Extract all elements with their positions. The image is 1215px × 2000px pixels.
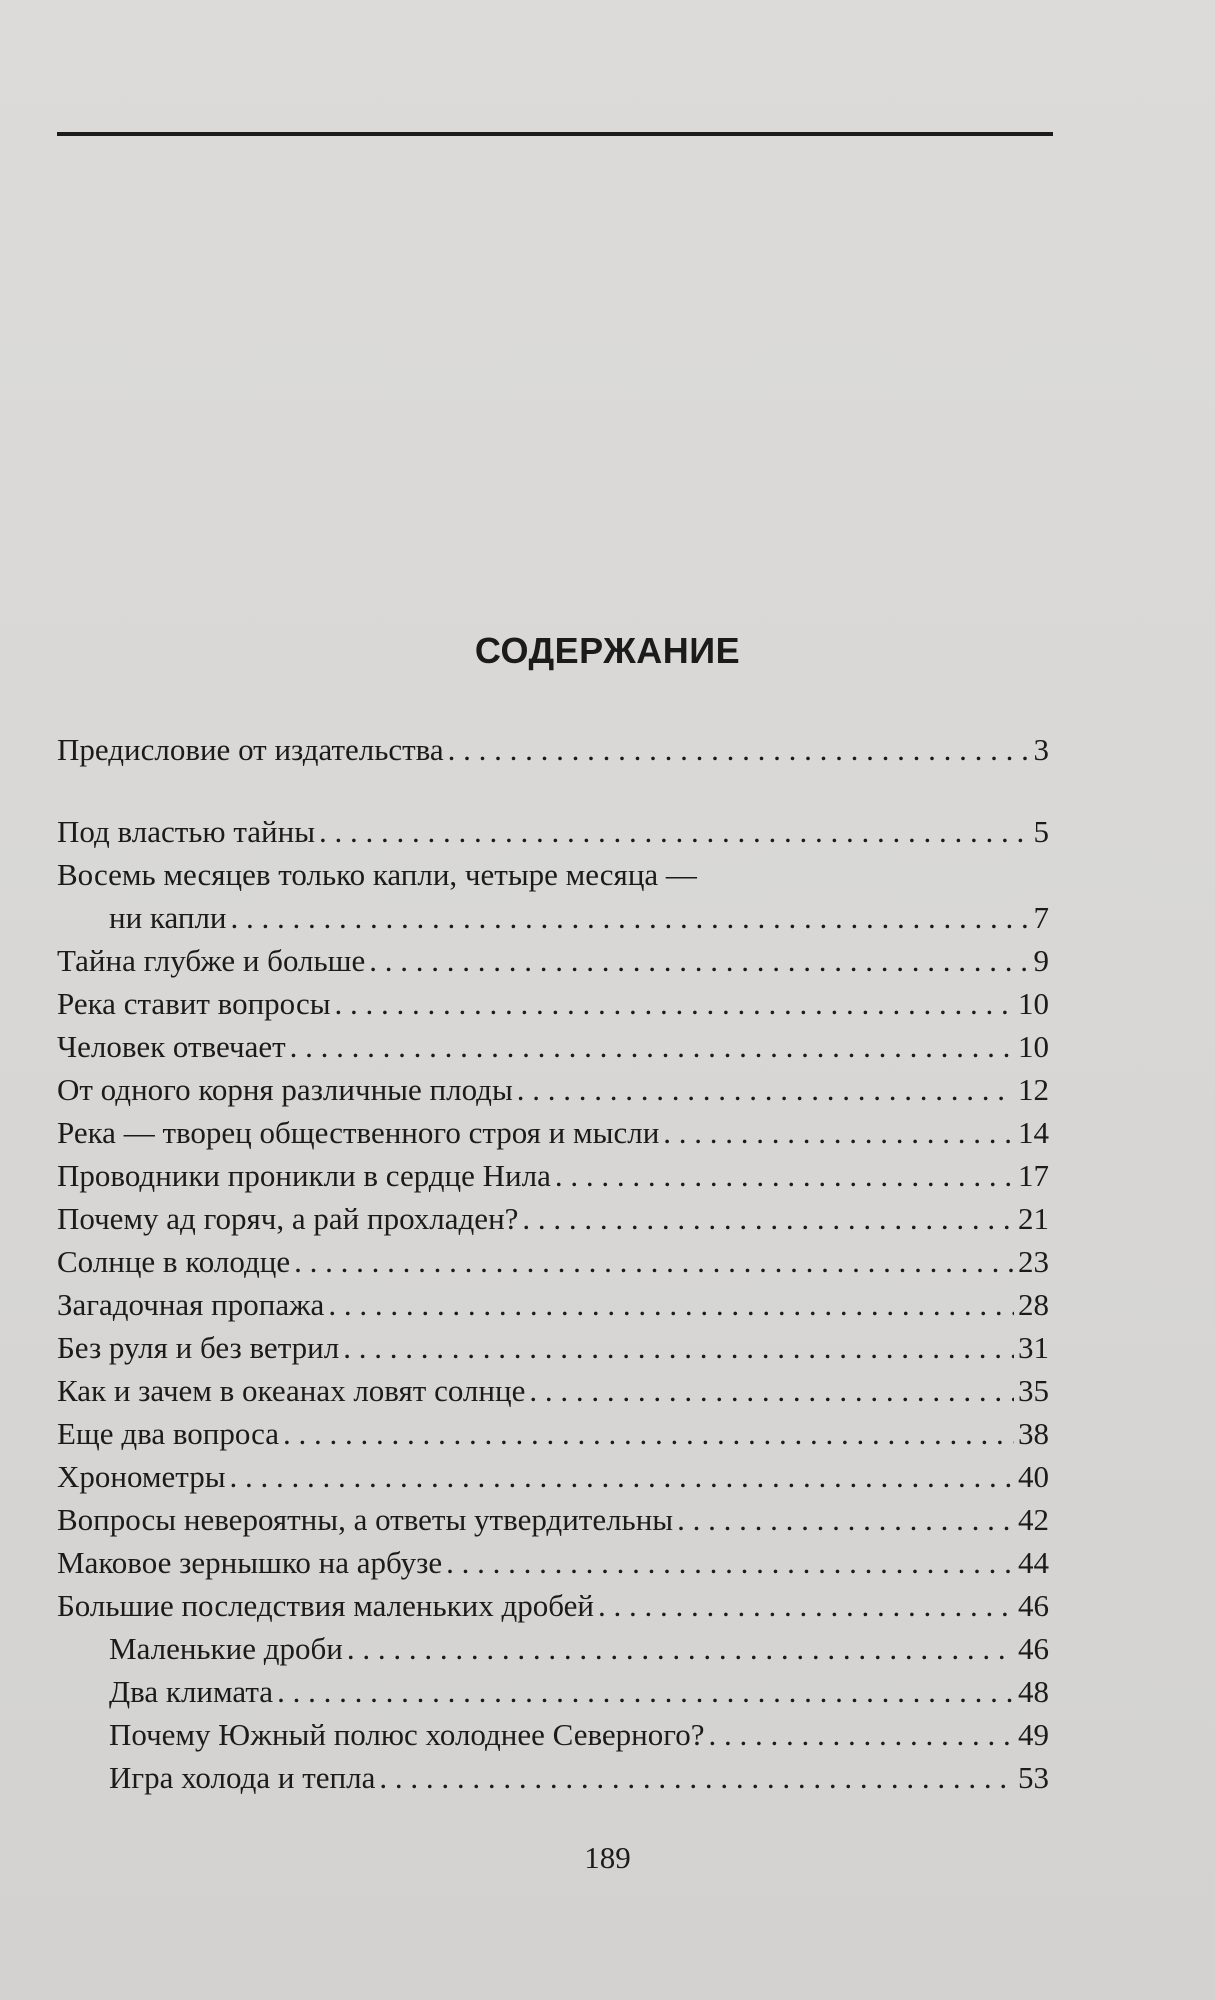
toc-entry[interactable] bbox=[57, 1412, 1049, 1455]
toc-entry-page: 7 bbox=[1033, 900, 1049, 935]
leader-dots bbox=[522, 1197, 1014, 1240]
header-rule bbox=[57, 132, 1053, 136]
toc-entry-title: Маковое зернышко на арбузе bbox=[57, 1545, 443, 1580]
toc-entry-page: 49 bbox=[1018, 1717, 1049, 1752]
leader-dots bbox=[598, 1584, 1014, 1627]
toc-entry-page: 31 bbox=[1018, 1330, 1049, 1365]
leader-dots bbox=[448, 728, 1030, 771]
toc-entry-page: 3 bbox=[1033, 732, 1049, 767]
toc-entry[interactable] bbox=[57, 810, 1049, 853]
toc-entry-title: Проводники проникли в сердце Нила bbox=[57, 1158, 551, 1193]
toc-entry-page: 5 bbox=[1033, 814, 1049, 849]
leader-dots bbox=[347, 1627, 1014, 1670]
toc-entry[interactable] bbox=[57, 1541, 1049, 1584]
toc-subentry[interactable] bbox=[57, 1713, 1049, 1756]
toc-entry-page: 53 bbox=[1018, 1760, 1049, 1795]
toc-entry-page: 10 bbox=[1018, 986, 1049, 1021]
leader-dots bbox=[231, 896, 1030, 939]
toc-entry-title-line2: ни капли bbox=[109, 900, 227, 935]
toc-entry-page: 14 bbox=[1018, 1115, 1049, 1150]
leader-dots bbox=[708, 1713, 1014, 1756]
toc-entry-title: Вопросы невероятны, а ответы утвердительны bbox=[57, 1502, 674, 1537]
toc-entry[interactable] bbox=[57, 1584, 1049, 1627]
leader-dots bbox=[555, 1154, 1014, 1197]
toc-subentry[interactable] bbox=[57, 1670, 1049, 1713]
toc-entry-title: Река — творец общественного строя и мысли bbox=[57, 1115, 660, 1150]
leader-dots bbox=[319, 810, 1029, 853]
toc-entry-title: Хронометры bbox=[57, 1459, 226, 1494]
toc-entry[interactable] bbox=[57, 1498, 1049, 1541]
toc-entry[interactable] bbox=[57, 1283, 1049, 1326]
toc-entry-page: 23 bbox=[1018, 1244, 1049, 1279]
toc-entry[interactable] bbox=[57, 1455, 1049, 1498]
leader-dots bbox=[663, 1111, 1014, 1154]
toc-entry-page: 42 bbox=[1018, 1502, 1049, 1537]
toc-entry[interactable] bbox=[57, 1369, 1049, 1412]
toc-entry[interactable] bbox=[57, 982, 1049, 1025]
toc-entry-title: Еще два вопроса bbox=[57, 1416, 280, 1451]
toc-entry-page: 44 bbox=[1018, 1545, 1049, 1580]
toc-entry[interactable] bbox=[57, 1326, 1049, 1369]
toc-entry[interactable] bbox=[57, 1068, 1049, 1111]
leader-dots bbox=[277, 1670, 1014, 1713]
leader-dots bbox=[335, 982, 1014, 1025]
toc-entry-page: 17 bbox=[1018, 1158, 1049, 1193]
toc-entry[interactable] bbox=[57, 1154, 1049, 1197]
leader-dots bbox=[290, 1025, 1014, 1068]
leader-dots bbox=[529, 1369, 1014, 1412]
toc-entry-title: Тайна глубже и больше bbox=[57, 943, 366, 978]
leader-dots bbox=[230, 1455, 1014, 1498]
leader-dots bbox=[379, 1756, 1014, 1799]
toc-entry-page: 46 bbox=[1018, 1588, 1049, 1623]
toc-entry-page: 40 bbox=[1018, 1459, 1049, 1494]
toc-entry-title: Без руля и без ветрил bbox=[57, 1330, 340, 1365]
toc-entry[interactable] bbox=[57, 1240, 1049, 1283]
toc-entry-title-line1: Восемь месяцев только капли, четыре месяца — bbox=[57, 857, 697, 892]
toc-entry-page: 46 bbox=[1018, 1631, 1049, 1666]
toc-entry[interactable] bbox=[57, 939, 1049, 982]
toc-entry-title: Маленькие дроби bbox=[109, 1631, 343, 1666]
leader-dots bbox=[369, 939, 1029, 982]
toc-entry-title: Два климата bbox=[109, 1674, 274, 1709]
toc-entry-title: Предисловие от издательства bbox=[57, 732, 444, 767]
toc-entry[interactable] bbox=[57, 1197, 1049, 1240]
leader-dots bbox=[677, 1498, 1014, 1541]
toc-subentry[interactable] bbox=[57, 1756, 1049, 1799]
toc-entry-title: От одного корня различные плоды bbox=[57, 1072, 513, 1107]
toc-entry-title: Солнце в колодце bbox=[57, 1244, 291, 1279]
leader-dots bbox=[294, 1240, 1014, 1283]
toc-entry-title: Под властью тайны bbox=[57, 814, 316, 849]
leader-dots bbox=[328, 1283, 1014, 1326]
toc-entry-page: 12 bbox=[1018, 1072, 1049, 1107]
toc-entry-page: 35 bbox=[1018, 1373, 1049, 1408]
leader-dots bbox=[283, 1412, 1014, 1455]
toc-entry-title: Почему ад горяч, а рай прохладен? bbox=[57, 1201, 519, 1236]
toc-entry-page: 48 bbox=[1018, 1674, 1049, 1709]
table-of-contents bbox=[57, 728, 1049, 1799]
page-number: 189 bbox=[584, 1840, 631, 1875]
toc-entry[interactable] bbox=[57, 728, 1049, 771]
toc-entry-page: 38 bbox=[1018, 1416, 1049, 1451]
toc-entry-title: Река ставит вопросы bbox=[57, 986, 331, 1021]
toc-entry-title: Человек отвечает bbox=[57, 1029, 286, 1064]
toc-entry-title: Большие последствия маленьких дробей bbox=[57, 1588, 595, 1623]
toc-entry-page: 9 bbox=[1033, 943, 1049, 978]
toc-entry-page: 21 bbox=[1018, 1201, 1049, 1236]
leader-dots bbox=[517, 1068, 1014, 1111]
toc-entry[interactable] bbox=[57, 1025, 1049, 1068]
leader-dots bbox=[343, 1326, 1014, 1369]
toc-entry-page: 28 bbox=[1018, 1287, 1049, 1322]
leader-dots bbox=[446, 1541, 1014, 1584]
toc-subentry[interactable] bbox=[57, 1627, 1049, 1670]
toc-entry-title: Как и зачем в океанах ловят солнце bbox=[57, 1373, 526, 1408]
toc-entry[interactable] bbox=[57, 853, 1049, 939]
toc-entry-page: 10 bbox=[1018, 1029, 1049, 1064]
toc-entry-title: Игра холода и тепла bbox=[109, 1760, 376, 1795]
page-title: СОДЕРЖАНИЕ bbox=[474, 630, 741, 671]
toc-entry-title: Почему Южный полюс холоднее Северного? bbox=[109, 1717, 705, 1752]
toc-entry-title: Загадочная пропажа bbox=[57, 1287, 325, 1322]
toc-entry[interactable] bbox=[57, 1111, 1049, 1154]
